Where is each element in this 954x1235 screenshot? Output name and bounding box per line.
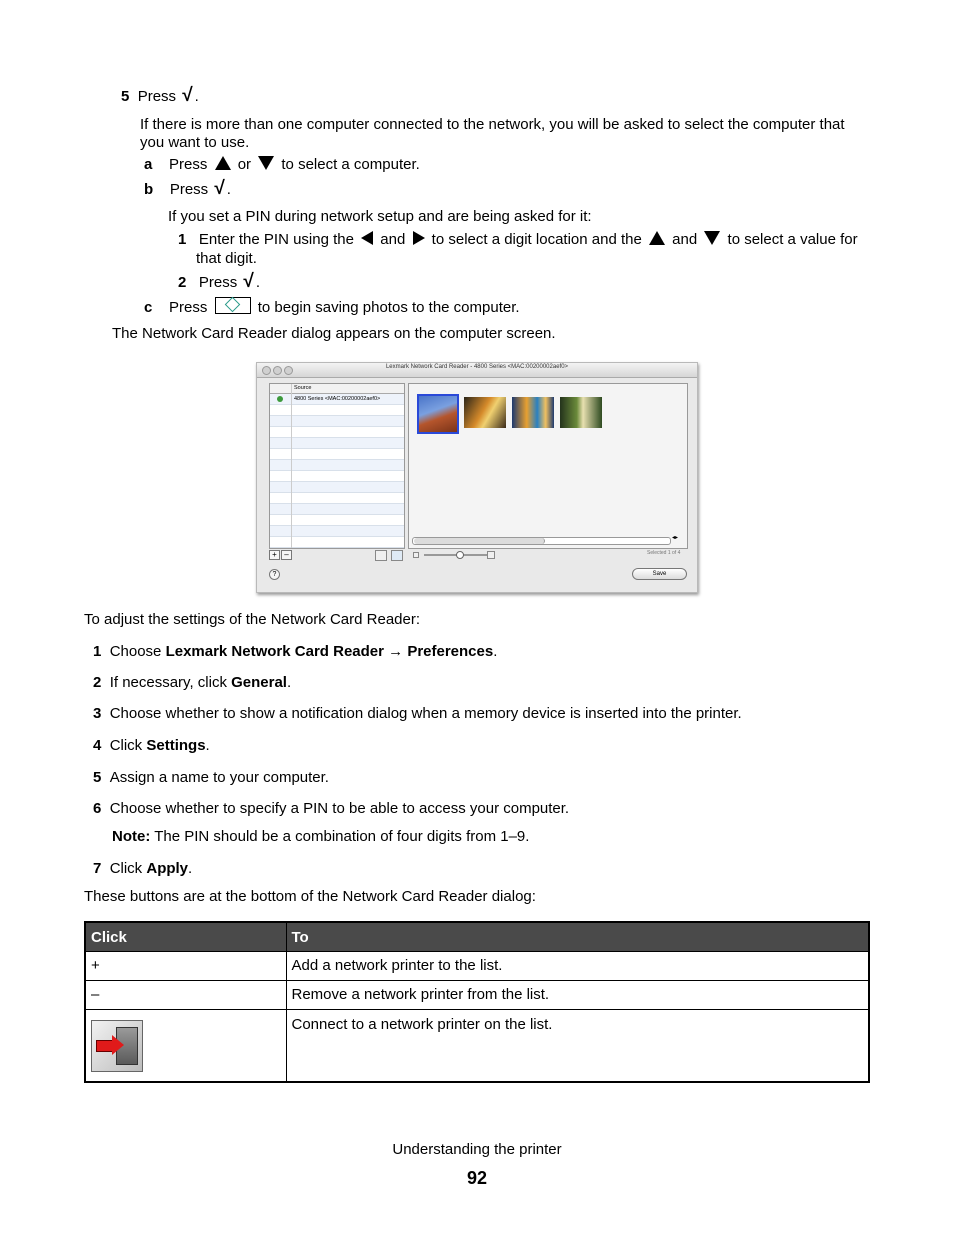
table-header-row [85, 922, 869, 952]
note [112, 828, 529, 846]
period: . [226, 181, 231, 198]
substep-text: Press [169, 156, 208, 173]
dialog-intro: The Network Card Reader dialog appears on the computer screen. [112, 325, 556, 342]
step-text: Click [109, 737, 147, 754]
up-arrow-icon [649, 231, 665, 245]
right-arrow-icon [413, 231, 425, 245]
step-text: Choose whether to show a notification dialog when a memory device is inserted into the printer. [109, 705, 742, 722]
pin-step-text: Press [198, 274, 238, 291]
source-item-label: 4800 Series <MAC:00200002aef0> [294, 396, 381, 402]
substep-or: or [237, 156, 252, 173]
table-row [85, 1010, 869, 1083]
slider-knob[interactable] [456, 551, 464, 559]
pin-step-number: 2 [178, 274, 187, 291]
checkmark-icon: √ [214, 178, 225, 199]
settings-step-4 [93, 737, 210, 755]
cell-click: – [85, 981, 286, 1010]
step-5-paragraph-line2: you want to use. [140, 134, 250, 151]
page-number: 92 [466, 1168, 488, 1188]
step-number: 7 [93, 860, 102, 877]
step-post: . [205, 737, 210, 754]
substep-b [144, 180, 231, 199]
small-thumbnail-icon [413, 552, 419, 558]
step-text: Assign a name to your computer. [109, 769, 329, 786]
cell-click: + [85, 952, 286, 981]
network-card-reader-dialog [256, 362, 698, 593]
remove-printer-button[interactable]: – [281, 550, 292, 560]
substep-rest: to begin saving photos to the computer. [257, 299, 520, 316]
header-to: To [286, 922, 869, 952]
settings-step-6 [93, 800, 569, 818]
cell-to: Remove a network printer from the list. [286, 981, 869, 1010]
step-number: 1 [93, 643, 102, 660]
left-arrow-icon [361, 231, 373, 245]
pin-step-1 [178, 231, 858, 249]
arrow-head-shape [112, 1035, 124, 1055]
cell-to: Connect to a network printer on the list. [286, 1010, 869, 1083]
step-text: Press [137, 88, 177, 105]
pin-step-2 [178, 273, 260, 292]
step-number: 2 [93, 674, 102, 691]
step-text: If necessary, click [109, 674, 232, 691]
table-row [85, 981, 869, 1010]
settings-step-1 [93, 643, 497, 661]
pin-step-1-line2: that digit. [196, 250, 257, 267]
checkmark-icon: √ [243, 271, 254, 292]
pin-and-1: and [380, 231, 406, 248]
pin-intro: If you set a PIN during network setup and are being asked for it: [168, 208, 592, 225]
dialog-titlebar [257, 363, 697, 378]
help-button[interactable]: ? [269, 569, 280, 580]
step-5 [121, 87, 199, 106]
pin-end: to select a value for [727, 231, 858, 248]
step-number: 3 [93, 705, 102, 722]
substep-letter: c [144, 299, 153, 316]
step-bold: Lexmark Network Card Reader → Preferences [165, 643, 494, 660]
header-click: Click [85, 922, 286, 952]
scroll-arrows-icon[interactable]: ◂▸ [672, 535, 679, 541]
adjust-intro: To adjust the settings of the Network Card Reader: [84, 611, 421, 628]
substep-letter: a [144, 156, 153, 173]
column-divider [291, 384, 292, 548]
photo-thumbnail[interactable] [560, 397, 602, 428]
cell-to: Add a network printer to the list. [286, 952, 869, 981]
footer-section: Understanding the printer [392, 1141, 562, 1158]
view-icon[interactable] [391, 550, 403, 561]
substep-text: Press [169, 299, 208, 316]
pin-and-2: and [672, 231, 698, 248]
down-arrow-icon [704, 231, 720, 245]
photo-thumbnail-selected[interactable] [417, 394, 459, 434]
start-button-icon [215, 297, 251, 314]
settings-step-7 [93, 860, 192, 878]
add-printer-button[interactable]: + [269, 550, 280, 560]
step-bold: Apply [146, 860, 189, 877]
substep-text: Press [169, 181, 209, 198]
settings-step-3 [93, 705, 742, 723]
step-bold: Settings [146, 737, 206, 754]
cell-click [85, 1010, 286, 1083]
large-thumbnail-icon [487, 551, 495, 559]
photo-thumbnail-panel[interactable] [408, 383, 688, 549]
photo-thumbnail[interactable] [464, 397, 506, 428]
save-button[interactable]: Save [632, 568, 687, 580]
buttons-table [84, 921, 870, 1083]
scrollbar-thumb[interactable] [414, 538, 545, 544]
period: . [255, 274, 260, 291]
step-number: 5 [93, 769, 102, 786]
connect-printer-icon [91, 1020, 143, 1072]
step-number: 5 [121, 88, 130, 105]
checkmark-icon: √ [182, 85, 193, 106]
step-post: . [493, 643, 498, 660]
source-column-header: Source [294, 385, 312, 391]
step-text: Click [109, 860, 147, 877]
connect-printer-icon[interactable] [375, 550, 387, 561]
dialog-title: Lexmark Network Card Reader - 4800 Series <MAC:00200002aef0> [385, 364, 569, 370]
source-list[interactable] [269, 383, 405, 549]
substep-c [144, 297, 520, 317]
note-text: The PIN should be a combination of four digits from 1–9. [150, 828, 530, 845]
horizontal-scrollbar[interactable] [412, 537, 671, 545]
selected-count: Selected 1 of 4 [647, 550, 681, 556]
step-text: Choose [109, 643, 166, 660]
settings-step-2 [93, 674, 291, 692]
pin-step-start: Enter the PIN using the [198, 231, 354, 248]
step-number: 6 [93, 800, 102, 817]
buttons-intro: These buttons are at the bottom of the Network Card Reader dialog: [84, 888, 536, 905]
up-arrow-icon [215, 156, 231, 170]
step-bold: General [231, 674, 287, 691]
substep-a [144, 156, 420, 174]
step-post: . [286, 674, 292, 691]
table-row [85, 952, 869, 981]
step-number: 4 [93, 737, 102, 754]
thumbnail-size-slider[interactable] [424, 554, 487, 556]
step-text: Choose whether to specify a PIN to be able to access your computer. [109, 800, 570, 817]
settings-step-5 [93, 769, 329, 787]
period: . [194, 88, 199, 105]
photo-thumbnail[interactable] [512, 397, 554, 428]
substep-letter: b [144, 181, 154, 198]
note-label: Note: [112, 828, 151, 845]
step-5-paragraph-line1: If there is more than one computer connected to the network, you will be asked to select the computer that [140, 116, 845, 133]
pin-mid: to select a digit location and the [431, 231, 642, 248]
connected-status-icon [277, 396, 283, 402]
pin-step-number: 1 [178, 231, 187, 248]
step-post: . [188, 860, 193, 877]
substep-rest: to select a computer. [281, 156, 420, 173]
down-arrow-icon [258, 156, 274, 170]
